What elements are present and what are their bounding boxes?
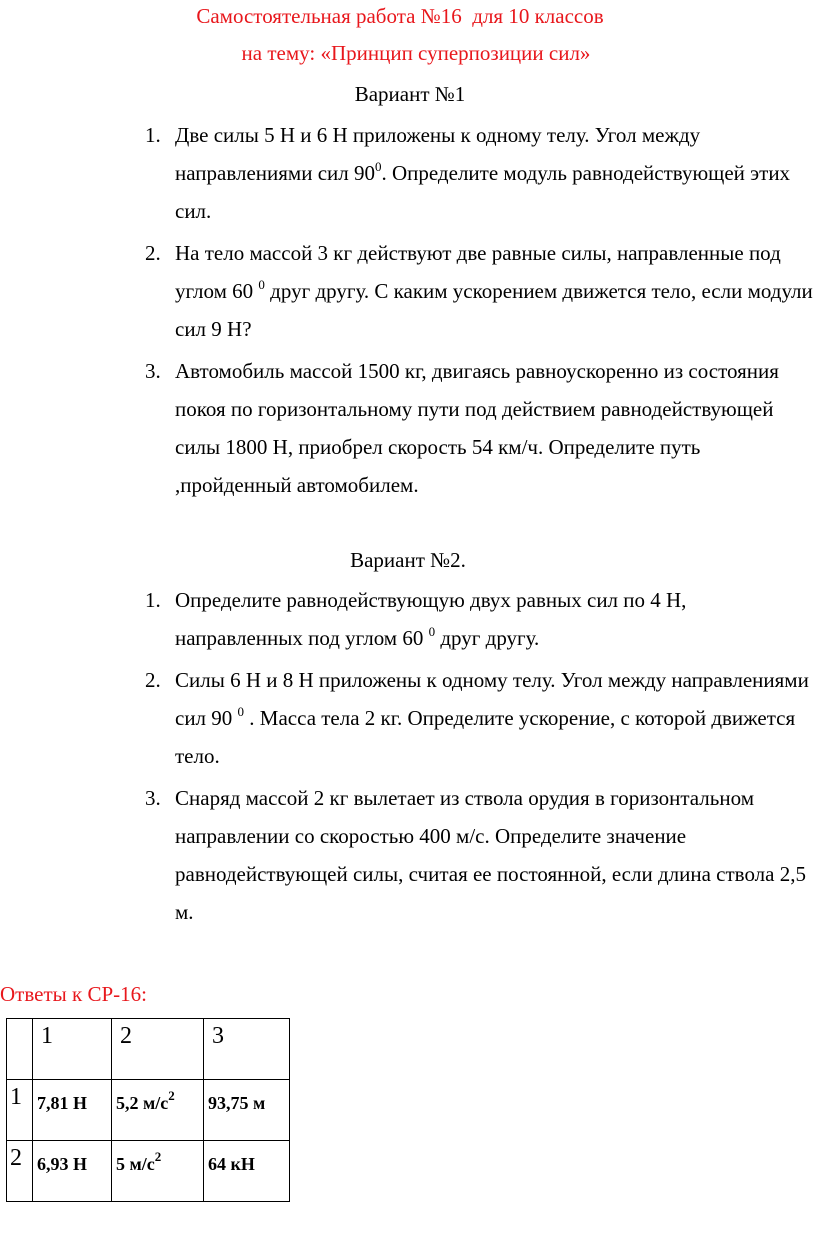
- row-header-label: 1: [10, 1084, 22, 1110]
- column-header: [204, 1019, 290, 1080]
- variant2-task-list: [0, 581, 815, 935]
- corner-cell: [7, 1019, 33, 1080]
- column-header-label: 3: [212, 1023, 224, 1049]
- row-header: [7, 1080, 33, 1141]
- degree-superscript: 0: [428, 624, 436, 639]
- variant2-task-1: [0, 581, 815, 657]
- task-text-cont: друг другу. С каким ускорением движется тело, если модули сил 9 Н?: [175, 279, 813, 341]
- answers-heading: Ответы к СР-16:: [0, 982, 147, 1006]
- task-number: 2.: [145, 241, 161, 265]
- document-title-line1: Самостоятельная работа №16 для 10 классов: [196, 4, 604, 28]
- task-number: 3.: [145, 359, 161, 383]
- row-header-label: 2: [10, 1145, 22, 1171]
- answer-value: 5,2 $м/с^2$: [116, 1088, 175, 1113]
- answer-value: 7,81 Н: [37, 1093, 88, 1113]
- task-text-cont: . Масса тела 2 кг. Определите ускорение, с которой движется тело.: [175, 706, 796, 768]
- variant1-heading: Вариант №1: [354, 82, 466, 106]
- degree-superscript: 0: [258, 277, 265, 292]
- task-text-cont: . Определите модуль равнодействующей этих сил.: [175, 161, 791, 223]
- answer-value: 5 $м/с^2$: [116, 1149, 162, 1174]
- task-number: 1.: [145, 588, 161, 612]
- task-number: 3.: [145, 786, 161, 810]
- answer-cell: [204, 1141, 290, 1202]
- task-text: На тело массой 3 кг действуют две равные силы, направленные под углом 60: [175, 241, 781, 303]
- task-text: Две силы 5 Н и 6 Н приложены к одному телу. Угол между направлениями сил 90: [175, 123, 701, 185]
- column-header-label: 1: [41, 1023, 53, 1049]
- table-row: [7, 1141, 290, 1202]
- task-text: Снаряд массой 2 кг вылетает из ствола орудия в горизонтальном направлении со скоростью 400 м/с. Определите значение равнодействующей силы, считая ее постоянной, если длина ствола 2,5 м.: [175, 786, 806, 924]
- degree-superscript: 0: [374, 159, 382, 174]
- task-text: Автомобиль массой 1500 кг, двигаясь равноускоренно из состояния покоя по горизонтальному пути под действием равнодействующей силы 1800 Н, приобрел скорость 54 км/ч. Определите путь ,пройденный автомобилем.: [175, 359, 779, 497]
- variant1-task-list: [0, 116, 815, 508]
- task-text: Силы 6 Н и 8 Н приложены к одному телу. Угол между направлениями сил 90: [175, 668, 809, 730]
- variant1-task-2: [0, 234, 815, 348]
- answer-value: 6,93 Н: [37, 1154, 88, 1174]
- variant2-task-2: [0, 661, 815, 775]
- row-header: [7, 1141, 33, 1202]
- answers-table: [6, 1018, 290, 1202]
- answer-cell: [112, 1080, 204, 1141]
- variant1-task-3: [0, 352, 815, 504]
- variant2-task-3: [0, 779, 815, 931]
- degree-superscript: 0: [237, 704, 245, 719]
- answer-cell: [33, 1080, 112, 1141]
- document-title-line2: на тему: «Принцип суперпозиции сил»: [241, 41, 591, 65]
- column-header-label: 2: [120, 1023, 132, 1049]
- task-text: Определите равнодействующую двух равных сил по 4 Н, направленных под углом 60: [175, 588, 687, 650]
- table-header-row: [7, 1019, 290, 1080]
- task-text-cont: друг другу.: [435, 626, 540, 650]
- answer-cell: [33, 1141, 112, 1202]
- task-number: 1.: [145, 123, 161, 147]
- column-header: [112, 1019, 204, 1080]
- answer-cell: [204, 1080, 290, 1141]
- column-header: [33, 1019, 112, 1080]
- variant1-task-1: [0, 116, 815, 230]
- table-row: [7, 1080, 290, 1141]
- answer-cell: [112, 1141, 204, 1202]
- variant2-heading: Вариант №2.: [350, 548, 466, 572]
- answer-value: 93,75 м: [208, 1093, 266, 1113]
- answer-value: 64 кН: [208, 1154, 255, 1174]
- task-number: 2.: [145, 668, 161, 692]
